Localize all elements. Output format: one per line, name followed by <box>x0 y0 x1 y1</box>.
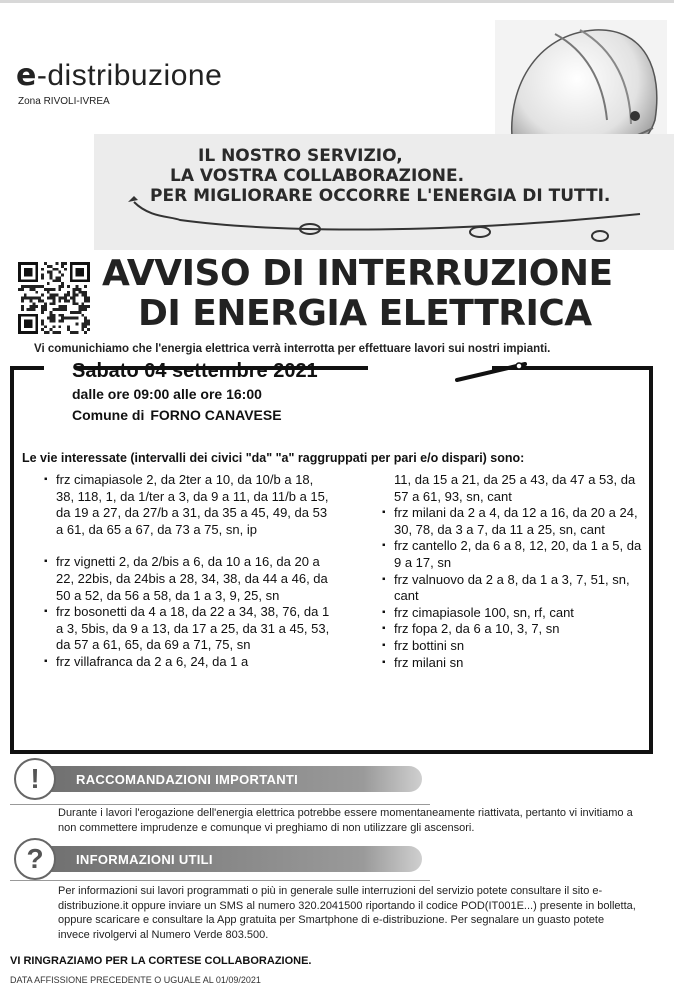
info-rule <box>10 880 430 881</box>
street-item: ▪ frz cimapiasole 100, sn, rf, cant <box>382 605 644 622</box>
notice-title <box>102 254 674 334</box>
title-line-1: AVVISO DI INTERRUZIONE <box>102 253 613 294</box>
question-glyph: ? <box>26 843 44 874</box>
zone-label: Zona RIVOLI-IVREA <box>18 96 110 107</box>
cable-illustration <box>120 188 660 248</box>
street-item: ▪ frz milani da 2 a 4, da 12 a 16, da 20 a 24, 30, 78, da 3 a 7, da 11 a 25, sn, cant <box>382 505 644 538</box>
pen-icon <box>455 358 535 388</box>
street-item: ▪ frz cimapiasole 2, da 2ter a 10, da 10/b a 18, 38, 118, 1, da 1/ter a 3, da 9 a 11, da 11/b a 15, da 19 a 27, da 27/b a 31, da 35 a 45, 49, da 53 a 61, da 65 a 67, da 73 a 75, sn, ip <box>44 472 334 538</box>
streets-column-2 <box>382 472 644 671</box>
interruption-date: Sabato 04 settembre 2021 <box>72 360 318 382</box>
qr-code <box>18 262 90 334</box>
streets-column-1 <box>44 472 334 671</box>
info-title: INFORMAZIONI UTILI <box>76 852 213 867</box>
slogan-line-3: PER MIGLIORARE OCCORRE L'ENERGIA DI TUTTI. <box>150 186 611 206</box>
recommendations-rule <box>10 804 430 805</box>
question-icon <box>14 838 56 880</box>
intro-text: Vi comunichiamo che l'energia elettrica verrà interrotta per effettuare lavori sui nostri impianti. <box>34 343 551 355</box>
brand-logo <box>16 58 222 93</box>
thanks-text: VI RINGRAZIAMO PER LA CORTESE COLLABORAZIONE. <box>10 955 312 967</box>
street-item: ▪ frz vignetti 2, da 2/bis a 6, da 10 a 16, da 20 a 22, 22bis, da 24bis a 28, 34, 38, da 44 a 46, da 50 a 52, da 56 a 58, da 1 a 3, 9, 25, sn <box>44 554 334 604</box>
street-item-continuation: 11, da 15 a 21, da 25 a 43, da 47 a 53, da 57 a 61, 93, sn, cant <box>394 472 636 504</box>
top-rule <box>0 0 674 3</box>
municipality-label: Comune di <box>72 407 145 423</box>
posting-date: DATA AFFISSIONE PRECEDENTE O UGUALE AL 01/09/2021 <box>10 975 261 985</box>
street-item: ▪ frz bottini sn <box>382 638 644 655</box>
slogan-line-2: LA VOSTRA COLLABORAZIONE. <box>170 166 465 186</box>
street-item: ▪ frz cantello 2, da 6 a 8, 12, 20, da 1 a 5, da 9 a 17, sn <box>382 538 644 571</box>
logo-mark: e <box>16 58 37 93</box>
street-item: ▪ frz bosonetti da 4 a 18, da 22 a 34, 38, 76, da 1 a 3, 5bis, da 9 a 13, da 17 a 25, da 31 a 45, 53, da 57 a 61, 65, da 69 a 71, 75, sn <box>44 604 334 654</box>
exclamation-glyph: ! <box>30 763 40 794</box>
interruption-hours: dalle ore 09:00 alle ore 16:00 <box>72 386 262 402</box>
municipality <box>72 407 282 423</box>
recommendations-text: Durante i lavori l'erogazione dell'energia elettrica potrebbe essere momentaneamente riattivata, pertanto vi invitiamo a non commettere imprudenze e comunque vi preghiamo di non utilizzare gli ascensori. <box>58 807 633 834</box>
slogan-line-1: IL NOSTRO SERVIZIO, <box>198 146 403 166</box>
municipality-name: FORNO CANAVESE <box>150 407 282 423</box>
recommendations-title: RACCOMANDAZIONI IMPORTANTI <box>76 772 299 787</box>
street-item: ▪ frz valnuovo da 2 a 8, da 1 a 3, 7, 51, sn, cant <box>382 572 644 605</box>
logo-text: -distribuzione <box>36 59 223 92</box>
street-item: ▪ frz fopa 2, da 6 a 10, 3, 7, sn <box>382 621 644 638</box>
street-item: ▪ frz villafranca da 2 a 6, 24, da 1 a <box>44 654 334 671</box>
exclamation-icon <box>14 758 56 800</box>
title-line-2: DI ENERGIA ELETTRICA <box>138 293 592 334</box>
streets-header: Le vie interessate (intervalli dei civici "da" "a" raggruppati per pari e/o dispari) sono: <box>22 451 525 465</box>
info-text: Per informazioni sui lavori programmati o più in generale sulle interruzioni del servizio potete consultare il sito e-distribuzione.it oppure inviare un SMS al numero 320.2041500 riportando il codice POD(IT001E...) presente in bolletta, oppure scaricare e consultare la App gratuita per Smartphone di e-distribuzione. Per segnalare un guasto potete invece rivolgervi al Numero Verde 803.500. <box>58 885 636 941</box>
street-item: ▪ frz milani sn <box>382 655 644 672</box>
